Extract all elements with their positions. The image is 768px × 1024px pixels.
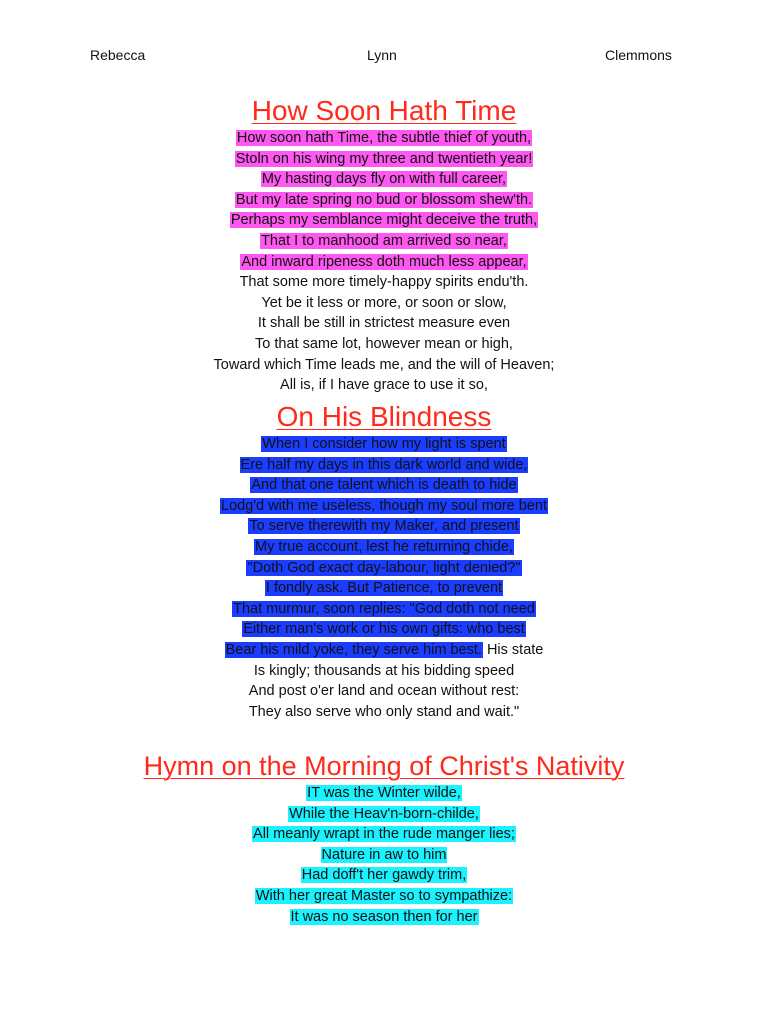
author-middle-name: Lynn: [367, 47, 397, 63]
poem-line-text: Perhaps my semblance might deceive the truth,: [230, 212, 538, 229]
poem-line-text: They also serve who only stand and wait.": [248, 703, 520, 720]
poem-line: [0, 516, 768, 537]
poem-line: [0, 313, 768, 334]
poem-line-text: Lodg'd with me useless, though my soul more bent: [221, 497, 547, 514]
poem-line-text: How soon hath Time, the subtle thief of youth,: [236, 130, 532, 146]
poem-line-tail-text: His state: [482, 641, 544, 658]
poem-title: On His Blindness: [276, 401, 492, 432]
poem-line-text: While the Heav'n-born-childe,: [289, 805, 479, 822]
poem-line: [0, 702, 768, 723]
poem-line: [0, 845, 768, 866]
poem-line-text: That murmur, soon replies: "God doth not need: [233, 600, 535, 617]
poem-line-text: But my late spring no bud or blossom shew'th.: [235, 191, 533, 208]
poem-line: [0, 475, 768, 496]
poem-line-text: Had doff't her gawdy trim,: [301, 867, 467, 884]
poem-line-text: "Doth God exact day-labour, light denied?": [247, 559, 521, 576]
poem-line: [0, 252, 768, 273]
poem-hymn-nativity: [0, 749, 768, 927]
poem-line-text: Nature in aw to him: [321, 846, 447, 863]
poem-line-text: Is kingly; thousands at his bidding speed: [253, 662, 515, 679]
poem-line: [0, 496, 768, 517]
poem-line: [0, 128, 768, 149]
poem-lines: [0, 128, 768, 396]
poem-line-text: All meanly wrapt in the rude manger lies;: [253, 826, 515, 843]
poem-line: [0, 334, 768, 355]
poem-line-text: And post o'er land and ocean without rest:: [248, 683, 520, 700]
poem-line: [0, 375, 768, 396]
poem-line: [0, 865, 768, 886]
poem-line: [0, 434, 768, 455]
author-last-name: Clemmons: [605, 47, 672, 63]
poem-on-his-blindness: [0, 400, 768, 722]
author-name-header: [0, 47, 768, 67]
poem-line-text: Ere half my days in this dark world and wide,: [240, 456, 528, 473]
poem-line-text: And that one talent which is death to hide: [251, 477, 517, 494]
poem-how-soon-hath-time: [0, 94, 768, 396]
poem-line-text: Bear his mild yoke, they serve him best.: [225, 641, 482, 658]
poem-line: [0, 907, 768, 928]
poem-line: [0, 558, 768, 579]
poem-line-text: My true account, lest he returning chide,: [255, 538, 513, 555]
poem-line-text: It shall be still in strictest measure even: [257, 315, 511, 332]
poem-lines: [0, 783, 768, 927]
poem-line-text: It was no season then for her: [290, 908, 478, 925]
poem-line: [0, 886, 768, 907]
poem-line-text: And inward ripeness doth much less appear,: [241, 253, 527, 270]
poem-line: [0, 619, 768, 640]
poem-line: [0, 681, 768, 702]
poem-line: [0, 599, 768, 620]
poem-line-text: I fondly ask. But Patience, to prevent: [265, 580, 503, 597]
poem-line: [0, 537, 768, 558]
author-first-name: Rebecca: [90, 47, 146, 63]
poem-line: [0, 824, 768, 845]
poem-line-text: To that same lot, however mean or high,: [255, 335, 513, 352]
poem-line-text: My hasting days fly on with full career,: [261, 171, 507, 188]
poem-line: [0, 783, 768, 804]
poem-line-text: That some more timely-happy spirits endu'th.: [239, 274, 529, 291]
poem-line-text: IT was the Winter wilde,: [307, 785, 461, 801]
poem-line: [0, 272, 768, 293]
poem-line: [0, 640, 768, 661]
poem-line-text: Yet be it less or more, or soon or slow,: [261, 294, 507, 311]
poem-line-text: Stoln on his wing my three and twentieth year!: [235, 150, 533, 167]
poem-line-text: That I to manhood am arrived so near,: [261, 232, 507, 249]
poem-line: [0, 231, 768, 252]
poem-line: [0, 578, 768, 599]
poem-line: [0, 169, 768, 190]
poem-line: [0, 190, 768, 211]
poem-title: Hymn on the Morning of Christ's Nativity: [143, 751, 625, 781]
poem-line-text: Either man's work or his own gifts: who best: [243, 621, 525, 638]
poem-line: [0, 661, 768, 682]
poem-line-text: To serve therewith my Maker, and present: [249, 518, 519, 535]
poem-title: How Soon Hath Time: [251, 95, 517, 126]
poem-line-text: Toward which Time leads me, and the will of Heaven;: [213, 356, 555, 373]
poem-line: [0, 293, 768, 314]
poem-line: [0, 355, 768, 376]
poem-line: [0, 804, 768, 825]
poem-line: [0, 149, 768, 170]
poem-lines: [0, 434, 768, 722]
poem-line-text: When I consider how my light is spent: [262, 436, 506, 452]
poem-line: [0, 455, 768, 476]
poem-line-text: With her great Master so to sympathize:: [255, 887, 513, 904]
poem-line-text: All is, if I have grace to use it so,: [280, 377, 488, 394]
poem-line: [0, 210, 768, 231]
